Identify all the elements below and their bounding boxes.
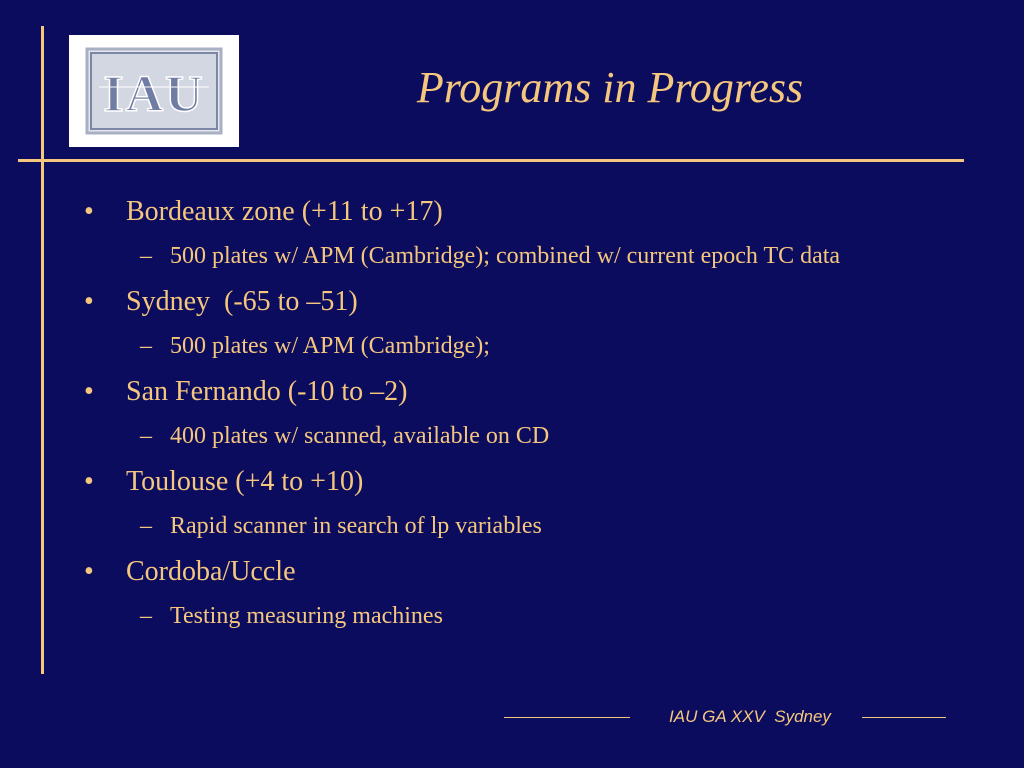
logo-text: IAU bbox=[103, 66, 205, 123]
sub-bullet-mark: – bbox=[140, 423, 152, 449]
sub-bullet-mark: – bbox=[140, 513, 152, 539]
bullet-mark: • bbox=[84, 286, 94, 317]
sub-bullet-mark: – bbox=[140, 333, 152, 359]
bullet-text: Sydney (-65 to –51) bbox=[126, 286, 358, 317]
footer-text: IAU GA XXV Sydney bbox=[669, 707, 831, 726]
bullet-mark: • bbox=[84, 556, 94, 587]
sub-bullet-mark: – bbox=[140, 243, 152, 269]
bullet-text: Bordeaux zone (+11 to +17) bbox=[126, 196, 443, 227]
bullet-text: San Fernando (-10 to –2) bbox=[126, 376, 408, 407]
sub-bullet-item bbox=[80, 508, 980, 544]
sub-bullet-item bbox=[80, 328, 980, 364]
bullet-item bbox=[80, 462, 980, 502]
footer-rule-left bbox=[504, 717, 630, 718]
sub-bullet-item bbox=[80, 598, 980, 634]
sub-bullet-text: 500 plates w/ APM (Cambridge); bbox=[170, 333, 490, 359]
footer bbox=[500, 705, 950, 729]
bullet-list bbox=[80, 192, 980, 642]
footer-rule-right bbox=[862, 717, 946, 718]
bullet-text: Cordoba/Uccle bbox=[126, 556, 296, 587]
bullet-item bbox=[80, 282, 980, 322]
bullet-item bbox=[80, 552, 980, 592]
sub-bullet-text: Rapid scanner in search of lp variables bbox=[170, 513, 542, 539]
sub-bullet-text: 400 plates w/ scanned, available on CD bbox=[170, 423, 550, 449]
horizontal-rule bbox=[18, 159, 964, 162]
bullet-item bbox=[80, 372, 980, 412]
vertical-rule bbox=[41, 26, 44, 674]
bullet-item bbox=[80, 192, 980, 232]
sub-bullet-mark: – bbox=[140, 603, 152, 629]
bullet-mark: • bbox=[84, 376, 94, 407]
sub-bullet-item bbox=[80, 418, 980, 454]
bullet-mark: • bbox=[84, 466, 94, 497]
iau-logo bbox=[69, 35, 239, 147]
sub-bullet-text: Testing measuring machines bbox=[170, 603, 443, 629]
sub-bullet-text: 500 plates w/ APM (Cambridge); combined w/ current epoch TC data bbox=[170, 243, 841, 269]
bullet-mark: • bbox=[84, 196, 94, 227]
sub-bullet-item bbox=[80, 238, 980, 274]
slide-title: Programs in Progress bbox=[416, 63, 804, 112]
bullet-text: Toulouse (+4 to +10) bbox=[126, 466, 364, 497]
